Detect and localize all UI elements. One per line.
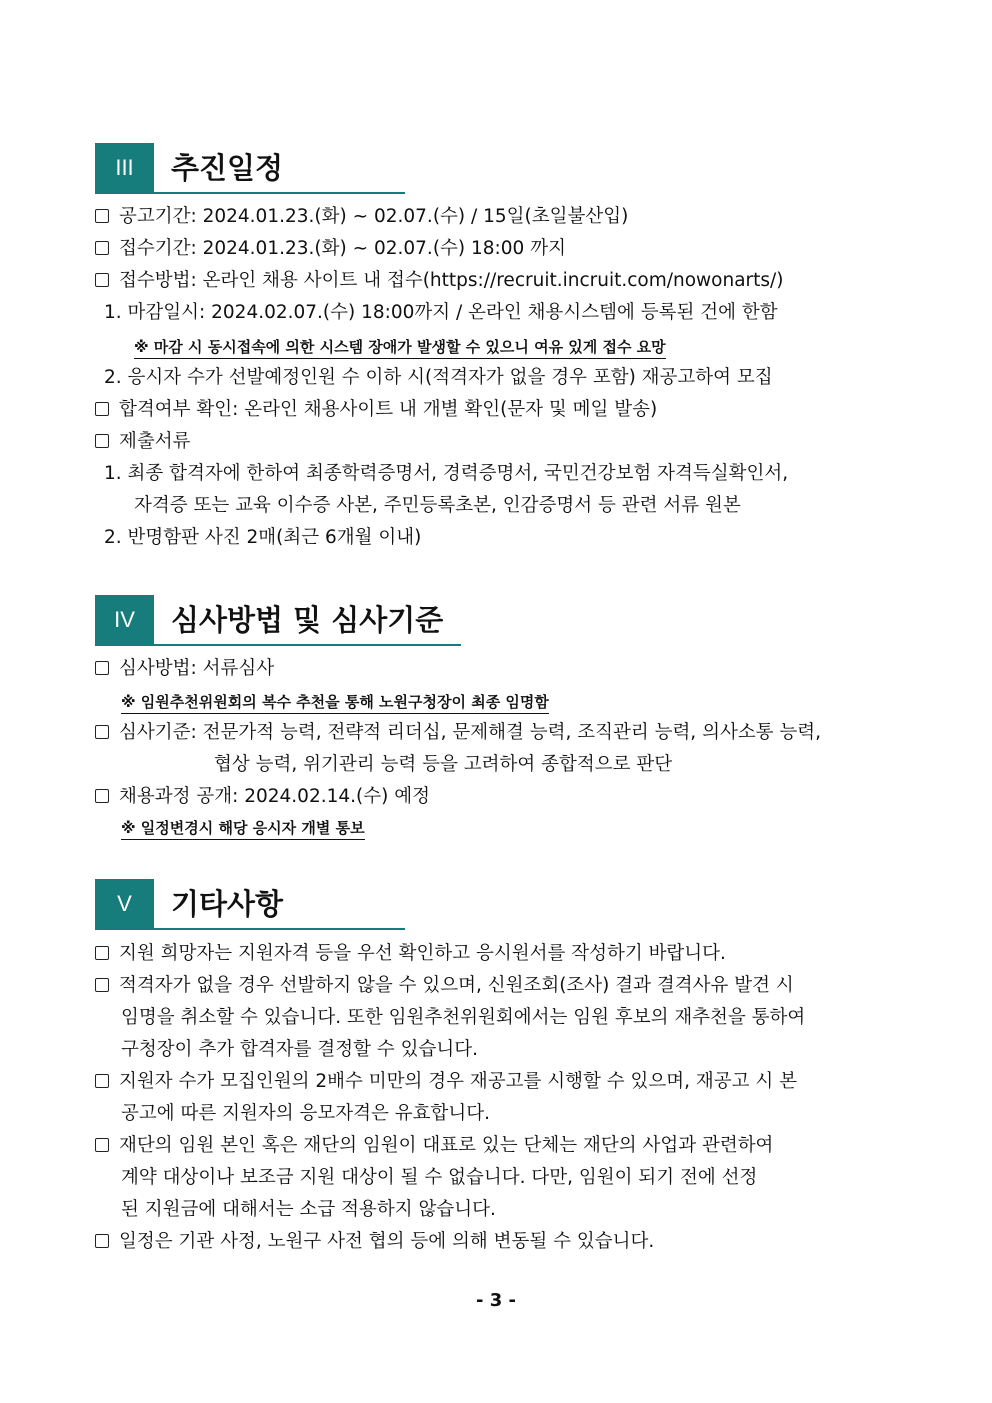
sub-item-continued: 자격증 또는 교육 이수증 사본, 주민등록초본, 인감증명서 등 관련 서류 원본	[134, 495, 741, 516]
checkbox-icon	[95, 1074, 109, 1088]
list-item-continued: 협상 능력, 위기관리 능력 등을 고려하여 종합적으로 판단	[214, 754, 673, 775]
section-title: 추진일정	[171, 151, 284, 185]
sub-item: 1. 마감일시: 2024.02.07.(수) 18:00까지 / 온라인 채용시스템에 등록된 건에 한함	[104, 302, 778, 323]
section-number: V	[95, 879, 154, 929]
sub-item: 2. 반명함판 사진 2매(최근 6개월 이내)	[104, 527, 422, 548]
section-title: 기타사항	[171, 887, 284, 921]
list-item: 지원자 수가 모집인원의 2배수 미만의 경우 재공고를 시행할 수 있으며, 재공고 시 본	[95, 1069, 797, 1095]
list-item-continued: 계약 대상이나 보조금 지원 대상이 될 수 없습니다. 다만, 임원이 되기 전에 선정	[121, 1167, 758, 1188]
section-header-5	[95, 879, 407, 931]
list-item: 적격자가 없을 경우 선발하지 않을 수 있으며, 신원조회(조사) 결과 결격사유 발견 시	[95, 973, 794, 999]
section-title: 심사방법 및 심사기준	[171, 603, 444, 637]
checkbox-icon	[95, 434, 109, 448]
list-item-continued: 공고에 따른 지원자의 응모자격은 유효합니다.	[121, 1103, 490, 1124]
list-item: 지원 희망자는 지원자격 등을 우선 확인하고 응시원서를 작성하기 바랍니다.	[95, 941, 726, 967]
list-item: 재단의 임원 본인 혹은 재단의 임원이 대표로 있는 단체는 재단의 사업과 관련하여	[95, 1133, 773, 1159]
checkbox-icon	[95, 1234, 109, 1248]
section-rule	[95, 644, 461, 646]
checkbox-icon	[95, 789, 109, 803]
sub-item: 1. 최종 합격자에 한하여 최종학력증명서, 경력증명서, 국민건강보험 자격득실확인서,	[104, 463, 789, 484]
section-rule	[95, 192, 405, 194]
section-number: III	[95, 143, 154, 193]
list-item: 심사방법: 서류심사	[95, 656, 274, 682]
section-header-4	[95, 595, 463, 647]
checkbox-icon	[95, 978, 109, 992]
checkbox-icon	[95, 946, 109, 960]
list-item: 접수방법: 온라인 채용 사이트 내 접수(https://recruit.incruit.com/nowonarts/)	[95, 268, 783, 294]
checkbox-icon	[95, 725, 109, 739]
list-item: 접수기간: 2024.01.23.(화) ~ 02.07.(수) 18:00 까지	[95, 236, 566, 262]
notice-note: ※ 일정변경시 해당 응시자 개별 통보	[121, 818, 365, 840]
section-rule	[95, 928, 405, 930]
list-item-continued: 된 지원금에 대해서는 소급 적용하지 않습니다.	[121, 1199, 496, 1220]
list-item: 심사기준: 전문가적 능력, 전략적 리더십, 문제해결 능력, 조직관리 능력, 의사소통 능력,	[95, 720, 821, 746]
checkbox-icon	[95, 661, 109, 675]
list-item: 합격여부 확인: 온라인 채용사이트 내 개별 확인(문자 및 메일 발송)	[95, 397, 657, 423]
list-item: 제출서류	[95, 429, 190, 455]
list-item: 일정은 기관 사정, 노원구 사전 협의 등에 의해 변동될 수 있습니다.	[95, 1229, 654, 1255]
section-header-3	[95, 143, 407, 195]
checkbox-icon	[95, 402, 109, 416]
checkbox-icon	[95, 273, 109, 287]
sub-item: 2. 응시자 수가 선발예정인원 수 이하 시(적격자가 없을 경우 포함) 재공고하여 모집	[104, 367, 773, 388]
list-item: 공고기간: 2024.01.23.(화) ~ 02.07.(수) / 15일(초일불산입)	[95, 204, 628, 230]
notice-note: ※ 마감 시 동시접속에 의한 시스템 장애가 발생할 수 있으니 여유 있게 접수 요망	[134, 337, 666, 359]
checkbox-icon	[95, 209, 109, 223]
list-item: 채용과정 공개: 2024.02.14.(수) 예정	[95, 784, 430, 810]
checkbox-icon	[95, 241, 109, 255]
checkbox-icon	[95, 1138, 109, 1152]
section-number: IV	[95, 595, 154, 645]
list-item-continued: 임명을 취소할 수 있습니다. 또한 임원추천위원회에서는 임원 후보의 재추천을 통하여	[121, 1007, 806, 1028]
list-item-continued: 구청장이 추가 합격자를 결정할 수 있습니다.	[121, 1039, 478, 1060]
notice-note: ※ 임원추천위원회의 복수 추천을 통해 노원구청장이 최종 임명함	[121, 692, 549, 714]
page-number: - 3 -	[476, 1290, 516, 1311]
